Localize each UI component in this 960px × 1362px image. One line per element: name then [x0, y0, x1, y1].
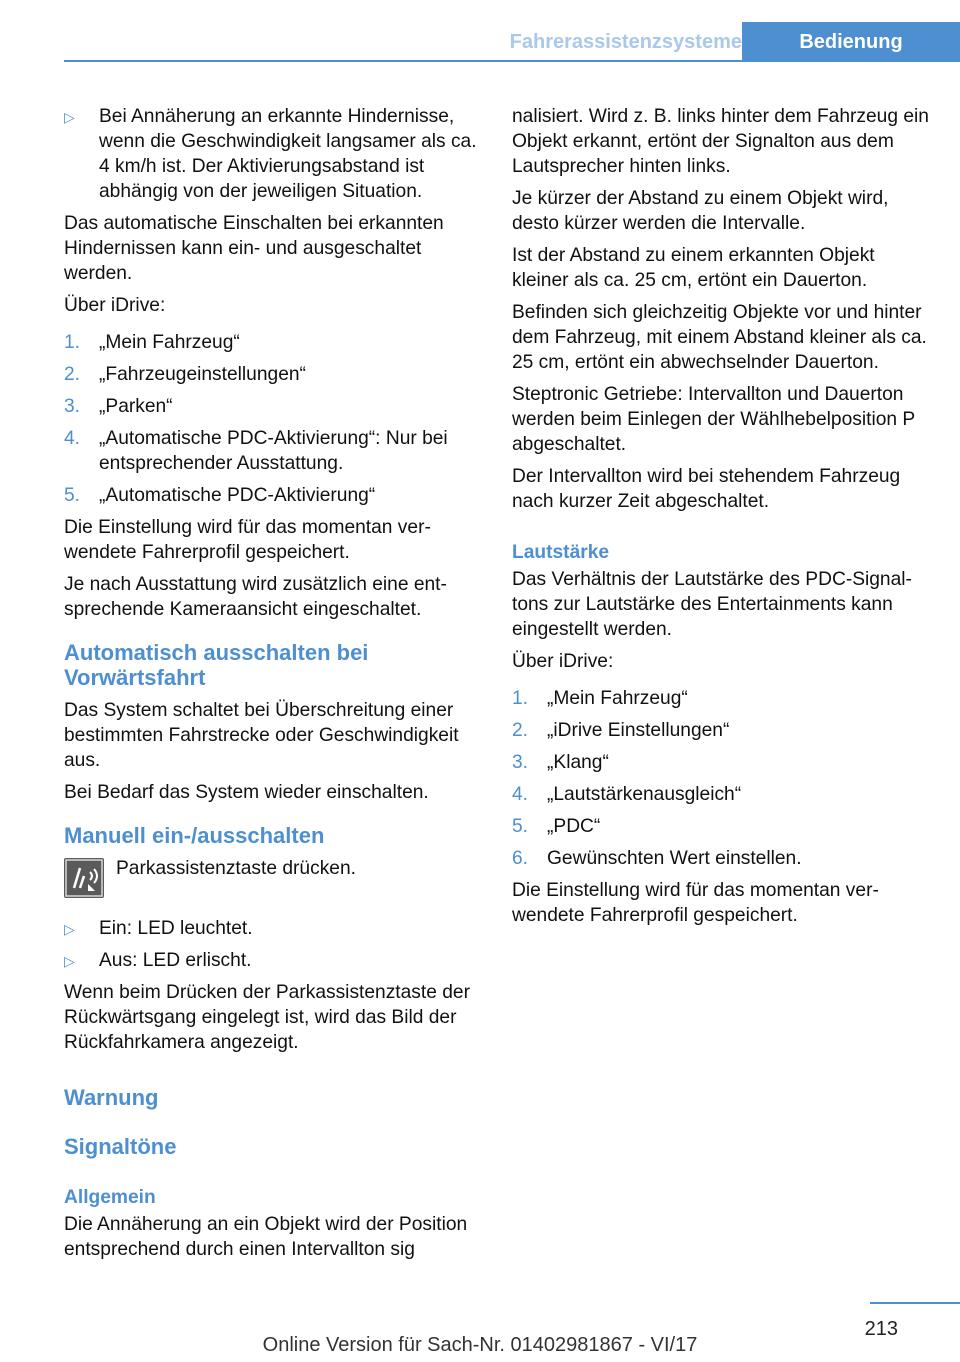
list-item: 3. „Klang“ [512, 752, 609, 773]
paragraph: Die Einstellung wird für das momentan verwendete Fahrerprofil gespeichert. [64, 517, 431, 563]
paragraph: Je kürzer der Abstand zu einem Objekt wird, desto kürzer werden die Intervalle. [512, 188, 889, 234]
header-section-title: Fahrerassistenzsysteme [509, 31, 742, 53]
footer-rule [870, 1302, 960, 1304]
page-header [64, 22, 960, 62]
list-item: ▷ Ein: LED leuchtet. [64, 916, 482, 941]
bullet-list [64, 104, 482, 204]
paragraph: Über iDrive: [64, 295, 166, 316]
bullet-list [64, 916, 482, 973]
page-number: 213 [864, 1318, 898, 1340]
paragraph: Bei Bedarf das System wieder einschalten. [64, 782, 429, 803]
paragraph: Über iDrive: [512, 651, 614, 672]
icon-instruction [64, 856, 482, 900]
step-list [64, 330, 482, 508]
list-item: 5. „PDC“ [512, 816, 601, 837]
list-item: 2. „Fahrzeugeinstellungen“ [64, 364, 306, 385]
paragraph: Das Verhältnis der Lautstärke des PDC-Signaltons zur Lautstärke des Entertainments kann eingestellt werden. [512, 569, 912, 640]
heading-signaltoene: Signaltöne [64, 1134, 177, 1159]
paragraph: Die Einstellung wird für das momentan verwendete Fahrerprofil gespeichert. [512, 880, 879, 926]
paragraph: Befinden sich gleichzeitig Objekte vor und hinter dem Fahrzeug, mit einem Abstand kleiner als ca. 25 cm, ertönt ein abwechselnder Dauerton. [512, 302, 927, 373]
heading-allgemein: Allgemein [64, 1187, 156, 1208]
parking-assist-button-icon [64, 858, 104, 898]
paragraph: nalisiert. Wird z. B. links hinter dem Fahrzeug ein Objekt erkannt, ertönt der Signalton aus dem Lautsprecher hinten links. [512, 106, 929, 177]
paragraph: Wenn beim Drücken der Parkassistenztaste der Rückwärtsgang eingelegt ist, wird das Bild der Rückfahrkamera angezeigt. [64, 982, 470, 1053]
footer-online-version: Online Version für Sach-Nr. 01402981867 - VI/17 [262, 1334, 698, 1356]
list-item: 4. „Automatische PDC-Aktivierung“: Nur bei entsprechender Ausstattung. [64, 428, 448, 474]
right-column [512, 104, 932, 935]
paragraph: Das System schaltet bei Überschreitung einer bestimmten Fahrstrecke oder Geschwindigkeit aus. [64, 700, 459, 771]
list-item: 2. „iDrive Einstellungen“ [512, 720, 730, 741]
list-item: 1. „Mein Fahrzeug“ [512, 688, 688, 709]
paragraph: Steptronic Getriebe: Intervallton und Dauerton werden beim Einlegen der Wählhebelposition P abgeschaltet. [512, 384, 915, 455]
triangle-bullet-icon: ▷ [64, 109, 75, 125]
list-item: ▷ Bei Annäherung an erkannte Hindernisse, wenn die Geschwindigkeit langsamer als ca. 4 km/h ist. Der Aktivierungsabstand ist abhängig von der jeweiligen Situation. [64, 106, 477, 202]
list-item: 5. „Automatische PDC-Aktivierung“ [64, 485, 376, 506]
paragraph: Ist der Abstand zu einem erkannten Objekt kleiner als ca. 25 cm, ertönt ein Dauerton. [512, 245, 875, 291]
heading-lautstaerke: Lautstärke [512, 542, 610, 563]
step-list [512, 686, 932, 871]
list-item: 6. Gewünschten Wert einstellen. [512, 848, 802, 869]
paragraph: Der Intervallton wird bei stehendem Fahrzeug nach kurzer Zeit abgeschaltet. [512, 466, 901, 512]
heading-manual: Manuell ein-/ausschalten [64, 823, 325, 848]
list-item: 3. „Parken“ [64, 396, 173, 417]
left-column [64, 104, 482, 1269]
icon-instruction-text: Parkassistenztaste drücken. [116, 858, 356, 879]
paragraph: Je nach Ausstattung wird zusätzlich eine entsprechende Kameraansicht eingeschaltet. [64, 574, 447, 620]
list-item: ▷ Aus: LED erlischt. [64, 948, 482, 973]
paragraph: Das automatische Einschalten bei erkannten Hindernissen kann ein- und ausgeschaltet werden. [64, 213, 444, 284]
list-item: 1. „Mein Fahrzeug“ [64, 332, 240, 353]
triangle-bullet-icon: ▷ [64, 953, 75, 969]
header-chapter-tab: Bedienung [742, 22, 960, 62]
list-item: 4. „Lautstärkenausgleich“ [512, 784, 742, 805]
paragraph: Die Annäherung an ein Objekt wird der Position entsprechend durch einen Intervallton sig [64, 1214, 468, 1260]
heading-auto-off: Automatisch ausschalten bei Vorwärtsfahrt [64, 640, 369, 690]
triangle-bullet-icon: ▷ [64, 921, 75, 937]
heading-warnung: Warnung [64, 1085, 159, 1110]
header-rule [64, 60, 960, 62]
